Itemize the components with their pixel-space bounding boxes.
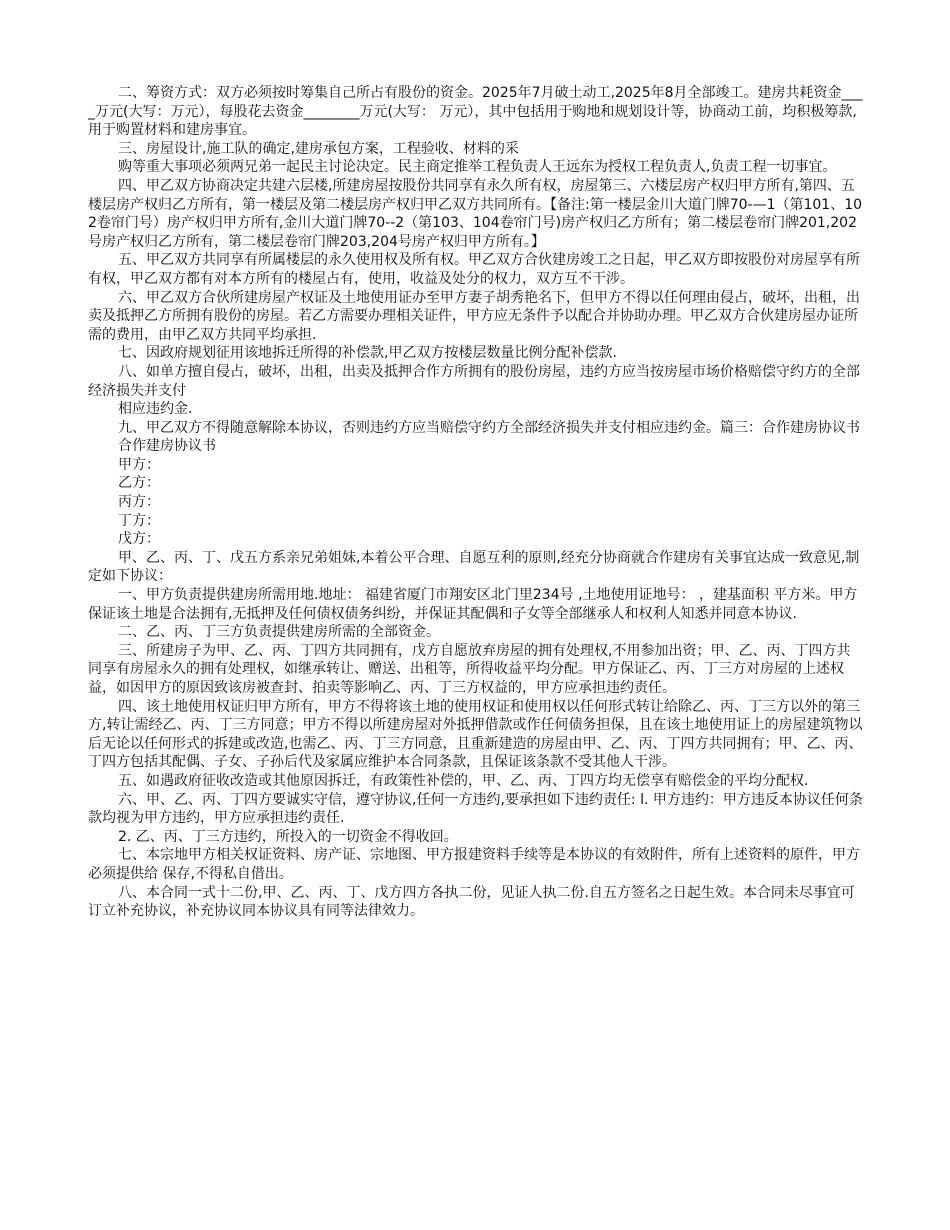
clause-4-land-certificate: 四、该土地使用权证归甲方所有，甲方不得将该土地的使用权证和使用权以任何形式转让给除乙、丙、丁三方以外的第三方,转让需经乙、丙、丁三方同意；甲方不得以所建房屋对外抵押借款或作任何债务担保，且在该土地使用证上的房屋建筑物以后无论以任何形式的拆建或改造,也需乙、丙、丁三方同意，且重新建造的房屋由甲、乙、丙、丁四方共同拥有；甲、乙、丙、丁四方包括其配偶、子女、子孙后代及家属应维护本合同条款，且保证该条款不受其他人干涉。 xyxy=(88,698,863,771)
clause-1-land: 一、甲方负责提供建房所需用地.地址： 福建省厦门市翔安区北门里234号 ,土地使用证地号： ，建基面积 平方米。甲方保证该土地是合法拥有,无抵押及任何债权债务纠纷，并保证其配偶和子女等全部继承人和权利人知悉并同意本协议. xyxy=(88,587,858,622)
clause-8-copies: 八、本合同一式十二份,甲、乙、丙、丁、戊方四方各执二份，见证人执二份.自五方签名之日起生效。本合同未尽事宜可订立补充协议，补充协议同本协议具有同等法律效力。 xyxy=(88,884,855,920)
paragraph-shared-rights: 五、甲乙双方共同享有所属楼层的永久使用权及所有权。甲乙双方合伙建房竣工之日起，甲乙双方即按股份对房屋享有所有权，甲乙双方都有对本方所有的楼屋占有，使用，收益及处分的权力，双方互不干涉。 xyxy=(88,252,860,287)
paragraph-house-design: 三、房屋设计,施工队的确定,建房承包方案，工程验收、材料的采 xyxy=(118,140,519,157)
party-c-line: 丙方： xyxy=(118,494,160,511)
paragraph-breach-unilateral: 八、如单方擅自侵占，破坏，出租，出卖及抵押合作方所拥有的股份房屋，违约方应当按房屋市场价格赔偿守约方的全部经济损失并支付 xyxy=(88,363,860,399)
clause-7-attachments: 七、本宗地甲方相关权证资料、房产证、宗地图、甲方报建资料手续等是本协议的有效附件，所有上述资料的原件，甲方必须提供给 保存,不得私自借出。 xyxy=(88,847,860,882)
clause-2-funding: 二、乙、丙、丁三方负责提供建房所需的全部资金。 xyxy=(118,624,440,641)
document-title: 合作建房协议书 xyxy=(118,438,216,455)
paragraph-breach-penalty: 相应违约金. xyxy=(118,401,193,418)
paragraph-preamble: 甲、乙、丙、丁、戊五方系亲兄弟姐妹,本着公平合理、自愿互利的原则,经充分协商就合作建房有关事宜达成一致意见,制定如下协议： xyxy=(88,549,860,585)
clause-5-expropriation: 五、如遇政府征收改造或其他原因拆迁，有政策性补偿的，甲、乙、丙、丁四方均无偿享有赔偿金的平均分配权. xyxy=(118,772,809,789)
paragraph-floor-ownership: 四、甲乙双方协商决定共建六层楼,所建房屋按股份共同享有永久所有权，房屋第三、六楼层房产权归甲方所有,第四、五楼层房产权归乙方所有，第一楼层及第二楼层房产权归甲乙双方共同所有。【备注:第一楼层金川大道门牌70-—1（第101、102卷帘门号）房产权归甲方所有,金川大道门牌70--2（第103、104卷帘门号)房产权归乙方所有；第二楼层卷帘门牌201,202号房产权归乙方所有，第二楼层卷帘门牌203,204号房产权归甲方所有。】 xyxy=(88,177,863,250)
document-page xyxy=(88,84,864,921)
party-d-line: 丁方： xyxy=(118,512,160,529)
paragraph-financing-method: 二、筹资方式：双方必须按时筹集自己所占有股份的资金。2025年7月破土动工,2025年8月全部竣工。建房共耗资金____万元(大写：万元），每股花去资金________万元(大写： 万元），其中包括用于购地和规划设计等，协商动工前，均积极筹款,用于购置材料和建房事宜。 xyxy=(88,85,863,139)
clause-6-liability: 六、甲、乙、丙、丁四方要诚实守信，遵守协议,任何一方违约,要承担如下违约责任: l. 甲方违约：甲方违反本协议任何条款均视为甲方违约，甲方应承担违约责任. xyxy=(88,791,863,827)
party-e-line: 戊方： xyxy=(118,531,160,548)
party-b-line: 乙方： xyxy=(118,475,160,492)
party-a-line: 甲方： xyxy=(118,456,160,473)
paragraph-procurement-decisions: 购等重大事项必须两兄弟一起民主讨论决定。民主商定推举工程负责人王远东为授权工程负责人,负责工程一切事宜。 xyxy=(118,159,837,176)
clause-3-ownership: 三、所建房子为甲、乙、丙、丁四方共同拥有，戊方自愿放弃房屋的拥有处理权,不用参加出资；甲、乙、丙、丁四方共同享有房屋永久的拥有处理权，如继承转让、赠送、出租等，所得收益平均分配。甲方保证乙、丙、丁三方对房屋的上述权益，如因甲方的原因致该房被查封、拍卖等影响乙、丙、丁三方权益的，甲方应承担违约责任。 xyxy=(88,642,851,696)
clause-6-2-liability: 2. 乙、丙、丁三方违约，所投入的一切资金不得收回。 xyxy=(118,828,458,845)
paragraph-no-termination: 九、甲乙双方不得随意解除本协议，否则违约方应当赔偿守约方全部经济损失并支付相应违约金。篇三：合作建房协议书 xyxy=(118,419,860,436)
paragraph-property-certificates: 六、甲乙双方合伙所建房屋产权证及土地使用证办至甲方妻子胡秀艳名下，但甲方不得以任何理由侵占，破坏，出租，出卖及抵押乙方所拥有股份的房屋。若乙方需要办理相关证件，甲方应无条件予以配合并协助办理。甲乙双方合伙建房屋办证所需的费用，由甲乙双方共同平均承担. xyxy=(88,289,860,343)
paragraph-demolition-compensation: 七、因政府规划征用该地拆迁所得的补偿款,甲乙双方按楼层数量比例分配补偿款. xyxy=(118,345,617,362)
